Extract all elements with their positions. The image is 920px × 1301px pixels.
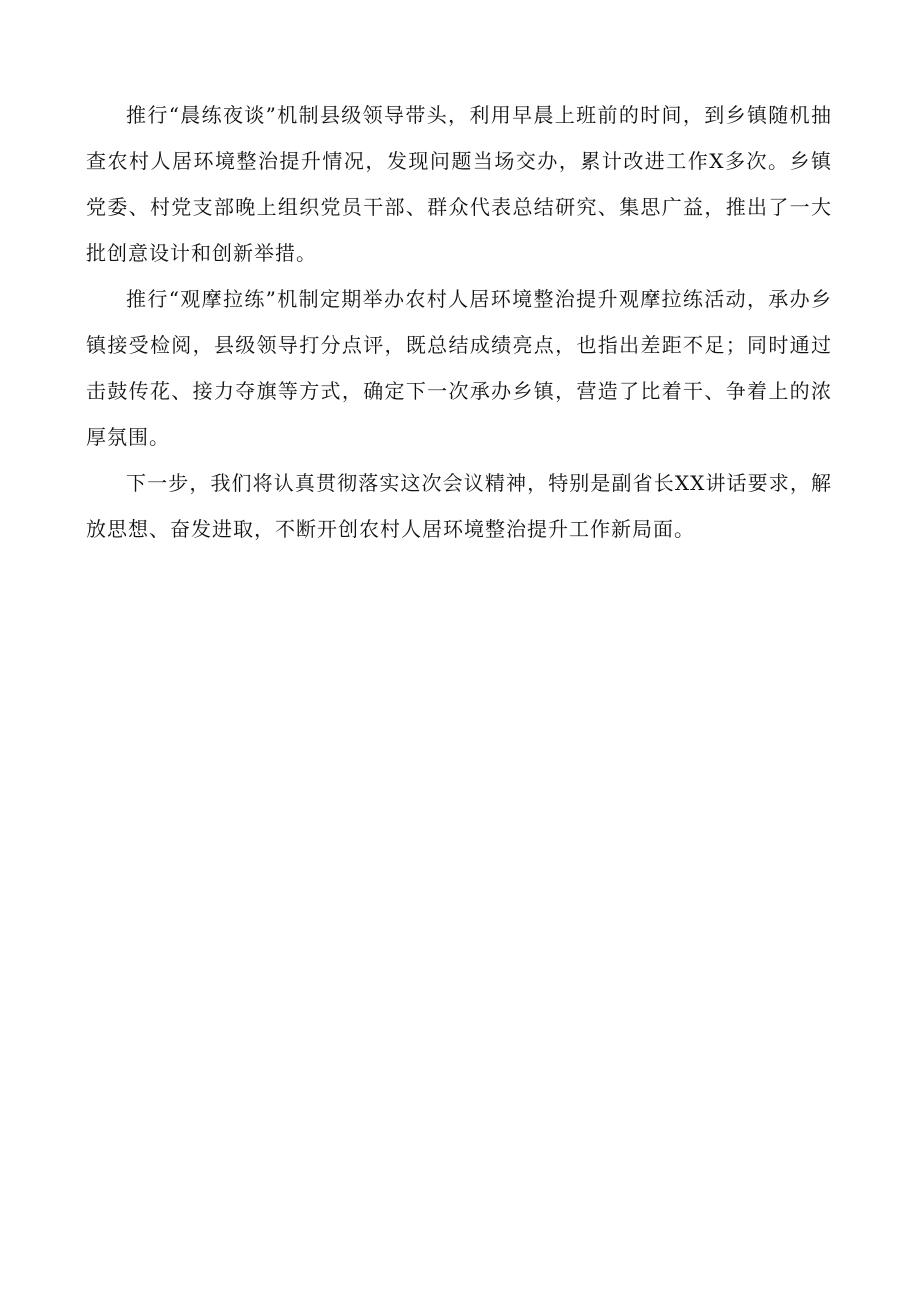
- paragraph-observation-drill-mechanism: 推行“观摩拉练”机制定期举办农村人居环境整治提升观摩拉练活动，承办乡镇接受检阅，县级领导打分点评，既总结成绩亮点，也指出差距不足；同时通过击鼓传花、接力夺旗等方式，确定下一次承办乡镇，营造了比着干、争着上的浓厚氛围。: [86, 287, 832, 449]
- paragraph-next-steps: 下一步，我们将认真贯彻落实这次会议精神，特别是副省长XX讲话要求，解放思想、奋发进取，不断开创农村人居环境整治提升工作新局面。: [86, 471, 832, 541]
- paragraph-evening-talk-mechanism: 推行“晨练夜谈”机制县级领导带头，利用早晨上班前的时间，到乡镇随机抽查农村人居环境整治提升情况，发现问题当场交办，累计改进工作X多次。乡镇党委、村党支部晚上组织党员干部、群众代表总结研究、集思广益，推出了一大批创意设计和创新举措。: [86, 103, 832, 265]
- document-body: [86, 92, 832, 552]
